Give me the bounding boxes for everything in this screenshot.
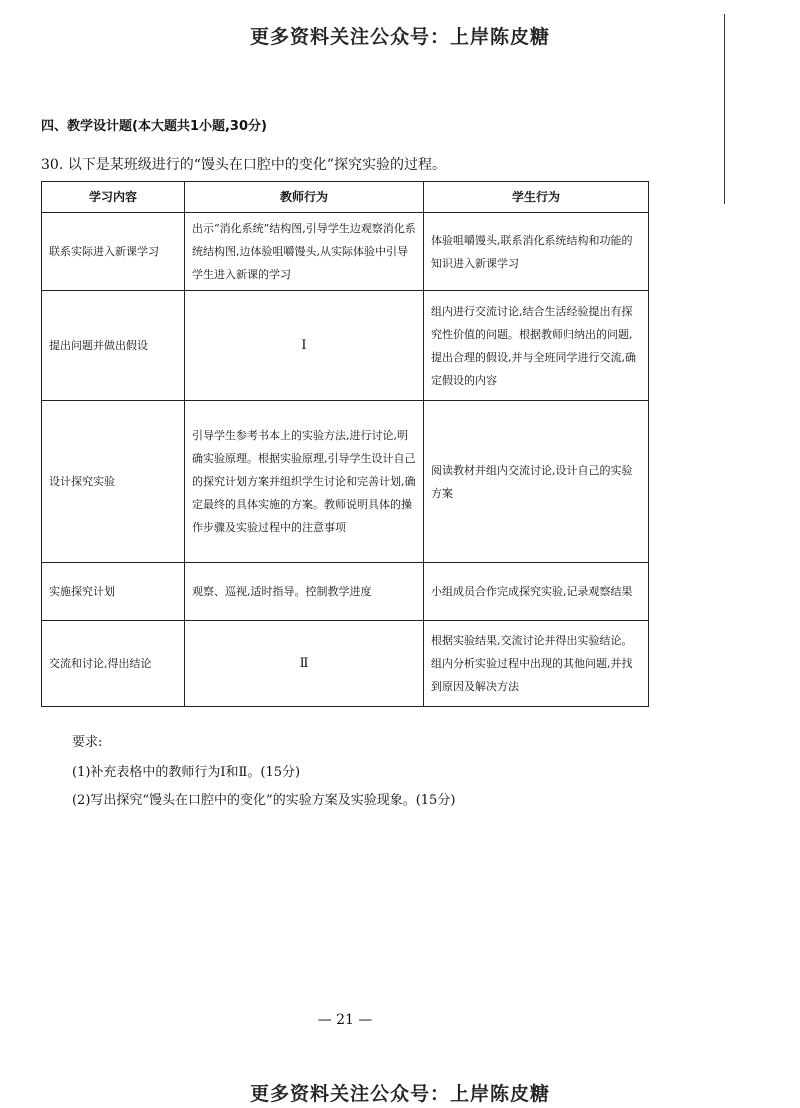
cell-student: 阅读教材并组内交流讨论,设计自己的实验方案 [424, 401, 649, 563]
cell-content: 设计探究实验 [42, 401, 185, 563]
cell-student: 根据实验结果,交流讨论并得出实验结论。组内分析实验过程中出现的其他问题,并找到原因及解决方法 [424, 621, 649, 707]
cell-student: 组内进行交流讨论,结合生活经验提出有探究性价值的问题。根据教师归纳出的问题,提出合理的假设,并与全班同学进行交流,确定假设的内容 [424, 291, 649, 401]
requirements-title: 要求: [72, 735, 103, 750]
column-header: 学习内容 [42, 182, 185, 213]
section-heading: 四、教学设计题(本大题共1小题,30分) [41, 119, 267, 134]
requirement-item: (1)补充表格中的教师行为Ⅰ和Ⅱ。(15分) [72, 765, 301, 780]
cell-teacher: 观察、巡视,适时指导。控制教学进度 [185, 563, 424, 621]
page-number: — 21 — [317, 1012, 373, 1028]
cell-content: 实施探究计划 [42, 563, 185, 621]
cell-content: 提出问题并做出假设 [42, 291, 185, 401]
header-banner: 更多资料关注公众号：上岸陈皮糖 [249, 26, 550, 48]
table-row [42, 621, 649, 707]
cell-content: 联系实际进入新课学习 [42, 213, 185, 291]
requirement-item: (2)写出探究“馒头在口腔中的变化”的实验方案及实验现象。(15分) [72, 793, 456, 808]
cell-teacher-blank: Ⅱ [185, 621, 424, 707]
table-row [42, 213, 649, 291]
cell-student: 体验咀嚼馒头,联系消化系统结构和功能的知识进入新课学习 [424, 213, 649, 291]
table-header-row [42, 182, 649, 213]
column-header: 教师行为 [185, 182, 424, 213]
column-header: 学生行为 [424, 182, 649, 213]
table-row [42, 291, 649, 401]
footer-banner: 更多资料关注公众号：上岸陈皮糖 [249, 1083, 550, 1105]
table-row [42, 563, 649, 621]
margin-rule [724, 14, 725, 204]
cell-teacher-blank: I [185, 291, 424, 401]
cell-teacher: 引导学生参考书本上的实验方法,进行讨论,明确实验原理。根据实验原理,引导学生设计自己的探究计划方案并组织学生讨论和完善计划,确定最终的具体实施的方案。教师说明具体的操作步骤及实验过程中的注意事项 [185, 401, 424, 563]
cell-content: 交流和讨论,得出结论 [42, 621, 185, 707]
experiment-table [41, 181, 649, 707]
question-text: 30. 以下是某班级进行的“馒头在口腔中的变化”探究实验的过程。 [41, 157, 447, 173]
table-row [42, 401, 649, 563]
cell-student: 小组成员合作完成探究实验,记录观察结果 [424, 563, 649, 621]
cell-teacher: 出示“消化系统”结构图,引导学生边观察消化系统结构图,边体验咀嚼馒头,从实际体验中引导学生进入新课的学习 [185, 213, 424, 291]
